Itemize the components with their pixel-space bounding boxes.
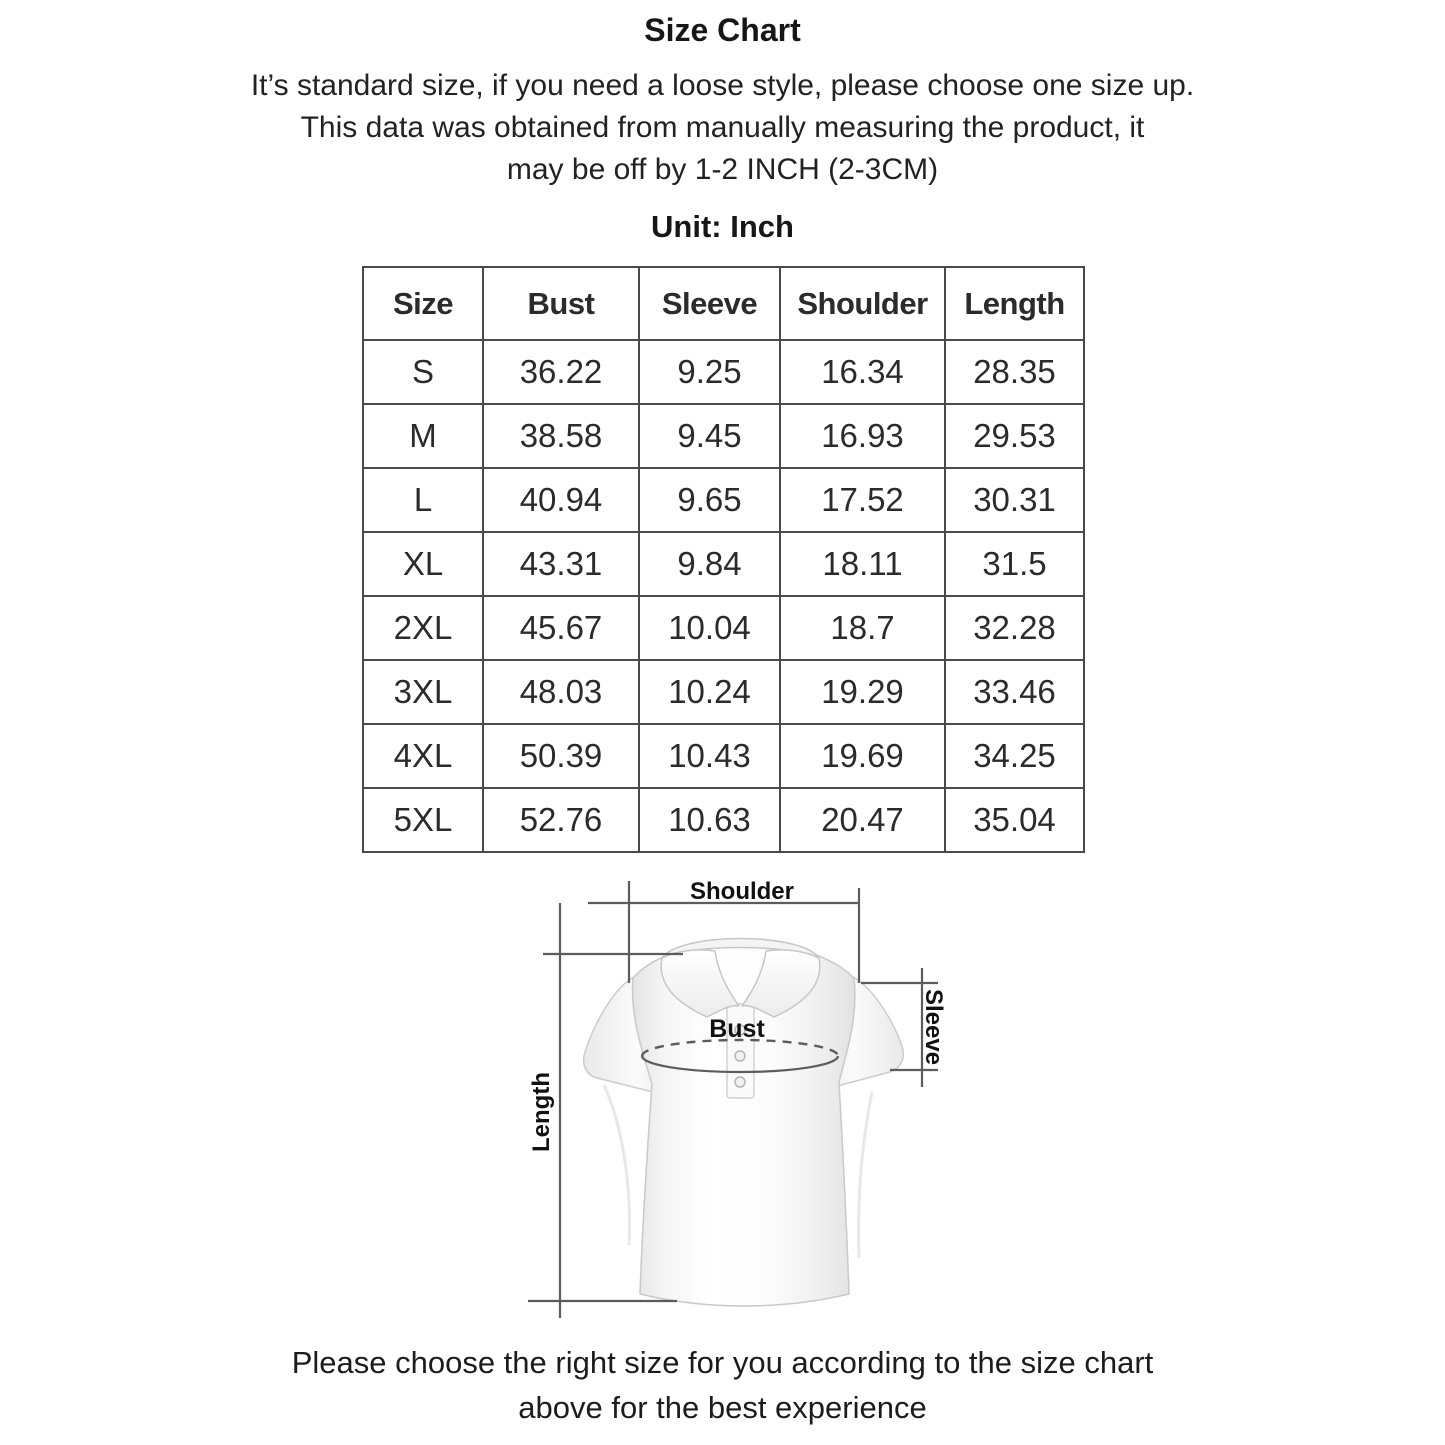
size-cell: 9.45 <box>639 404 780 468</box>
size-cell: 17.52 <box>780 468 945 532</box>
header-cell-length: Length <box>945 267 1084 340</box>
size-cell: 5XL <box>363 788 483 852</box>
size-cell: M <box>363 404 483 468</box>
footer-line: Please choose the right size for you according to the size chart <box>291 1345 1154 1380</box>
subtitle-line: may be off by 1-2 INCH (2-3CM) <box>506 153 939 186</box>
size-cell: 30.31 <box>945 468 1084 532</box>
size-cell: 4XL <box>363 724 483 788</box>
size-cell: 10.24 <box>639 660 780 724</box>
size-table <box>362 266 1085 853</box>
size-row <box>363 404 1084 468</box>
size-row <box>363 340 1084 404</box>
size-cell: 2XL <box>363 596 483 660</box>
length-label: Length <box>528 1072 555 1152</box>
size-cell: 32.28 <box>945 596 1084 660</box>
header-cell-size: Size <box>363 267 483 340</box>
size-cell: 3XL <box>363 660 483 724</box>
size-row <box>363 724 1084 788</box>
subtitle-line: This data was obtained from manually measuring the product, it <box>300 111 1145 144</box>
size-cell: 9.84 <box>639 532 780 596</box>
polo-shirt-measurement-diagram <box>500 860 960 1330</box>
header-cell-bust: Bust <box>483 267 639 340</box>
placket-button <box>735 1051 745 1061</box>
size-table-header-row <box>363 267 1084 340</box>
size-cell: L <box>363 468 483 532</box>
header-cell-sleeve: Sleeve <box>639 267 780 340</box>
size-cell: 28.35 <box>945 340 1084 404</box>
size-cell: 40.94 <box>483 468 639 532</box>
size-cell: 33.46 <box>945 660 1084 724</box>
unit-label: Unit: Inch <box>651 209 794 244</box>
page-title: Size Chart <box>644 12 801 48</box>
size-cell: 38.58 <box>483 404 639 468</box>
size-cell: 43.31 <box>483 532 639 596</box>
shirt-wrinkle <box>859 1092 872 1258</box>
size-cell: 10.63 <box>639 788 780 852</box>
size-cell: 18.7 <box>780 596 945 660</box>
size-cell: 36.22 <box>483 340 639 404</box>
size-row <box>363 660 1084 724</box>
size-cell: 18.11 <box>780 532 945 596</box>
size-cell: 48.03 <box>483 660 639 724</box>
polo-shirt-illustration <box>584 939 904 1307</box>
size-cell: 19.69 <box>780 724 945 788</box>
size-cell: 9.65 <box>639 468 780 532</box>
size-cell: 19.29 <box>780 660 945 724</box>
size-cell: 29.53 <box>945 404 1084 468</box>
footer-note <box>0 1340 1445 1430</box>
size-cell: 34.25 <box>945 724 1084 788</box>
size-row <box>363 468 1084 532</box>
placket-button <box>735 1077 745 1087</box>
size-cell: 50.39 <box>483 724 639 788</box>
size-cell: 35.04 <box>945 788 1084 852</box>
size-row <box>363 596 1084 660</box>
size-cell: 16.34 <box>780 340 945 404</box>
sleeve-label: Sleeve <box>920 988 947 1066</box>
size-cell: 10.04 <box>639 596 780 660</box>
footer-line: above for the best experience <box>518 1390 927 1425</box>
size-cell: XL <box>363 532 483 596</box>
size-cell: 52.76 <box>483 788 639 852</box>
size-cell: 45.67 <box>483 596 639 660</box>
size-cell: 20.47 <box>780 788 945 852</box>
shirt-wrinkle <box>604 1085 630 1245</box>
size-cell: 10.43 <box>639 724 780 788</box>
subtitle <box>0 65 1445 191</box>
subtitle-line: It’s standard size, if you need a loose style, please choose one size up. <box>250 69 1195 102</box>
bust-label: Bust <box>709 1015 765 1043</box>
size-row <box>363 532 1084 596</box>
shirt-body <box>632 946 854 1306</box>
size-cell: 9.25 <box>639 340 780 404</box>
header-cell-shoulder: Shoulder <box>780 267 945 340</box>
size-row <box>363 788 1084 852</box>
size-cell: 31.5 <box>945 532 1084 596</box>
size-cell: 16.93 <box>780 404 945 468</box>
size-cell: S <box>363 340 483 404</box>
shoulder-label: Shoulder <box>689 878 795 905</box>
